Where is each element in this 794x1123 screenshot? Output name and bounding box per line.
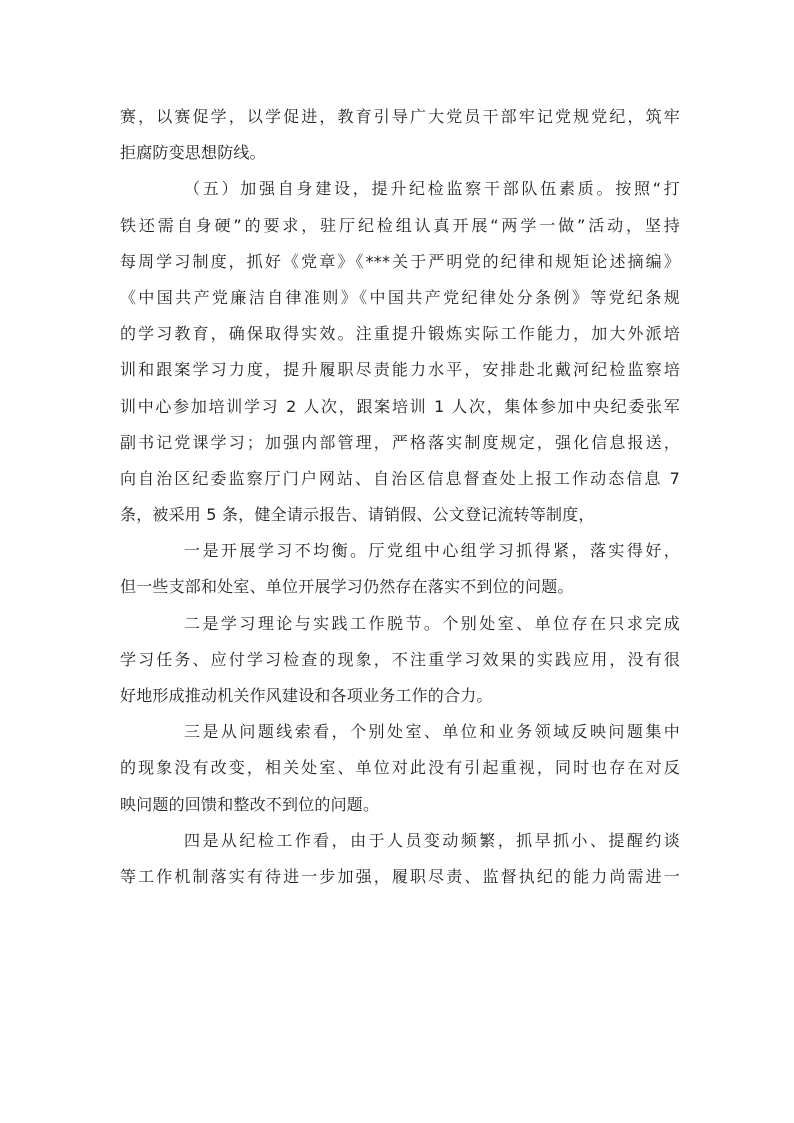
- document-body: [120, 99, 680, 895]
- text-line: 但一些支部和处室、单位开展学习仍然存在落实不到位的问题。: [120, 577, 574, 597]
- paragraph-problem-one: [120, 533, 680, 605]
- paragraph-self-construction: [120, 171, 680, 533]
- text-line: 训和跟案学习力度，提升履职尽责能力水平，安排赴北戴河纪检监察培: [120, 360, 680, 380]
- text-line: 《中国共产党廉洁自律准则》《中国共产党纪律处分条例》等党纪条规: [120, 287, 680, 307]
- text-line: 向自治区纪委监察厅门户网站、自治区信息督查处上报工作动态信息 7: [120, 468, 680, 488]
- text-line: 三是从问题线索看，个别处室、单位和业务领域反映问题集中: [184, 722, 680, 742]
- paragraph-problem-four: [120, 823, 680, 895]
- paragraph-problem-two: [120, 606, 680, 715]
- paragraph-problem-three: [120, 714, 680, 823]
- text-line: 好地形成推动机关作风建设和各项业务工作的合力。: [120, 686, 493, 705]
- text-line: 学习任务、应付学习检查的现象，不注重学习效果的实践应用，没有很: [120, 649, 680, 669]
- text-line: 拒腐防变思想防线。: [120, 143, 266, 163]
- text-line: 四是从纪检工作看，由于人员变动频繁，抓早抓小、提醒约谈: [184, 830, 680, 850]
- text-line: 二是学习理论与实践工作脱节。个别处室、单位存在只求完成: [184, 613, 680, 633]
- text-line: 条，被采用 5 条，健全请示报告、请销假、公文登记流转等制度，: [120, 505, 595, 525]
- text-line: （五）加强自身建设，提升纪检监察干部队伍素质。按照“打: [184, 179, 680, 199]
- text-line: 一是开展学习不均衡。厅党组中心组学习抓得紧，落实得好，: [184, 541, 680, 561]
- text-line: 每周学习制度，抓好《党章》《***关于严明党的纪律和规矩论述摘编》: [120, 251, 680, 271]
- text-line: 的现象没有改变，相关处室、单位对此没有引起重视，同时也存在对反: [120, 758, 680, 778]
- text-line: 赛，以赛促学，以学促进，教育引导广大党员干部牢记党规党纪，筑牢: [120, 107, 680, 126]
- text-line: 训中心参加培训学习 2 人次，跟案培训 1 人次，集体参加中央纪委张军: [120, 396, 680, 416]
- text-line: 铁还需自身硬”的要求，驻厅纪检组认真开展“两学一做”活动，坚持: [120, 215, 680, 235]
- text-line: 映问题的回馈和整改不到位的问题。: [120, 794, 380, 814]
- text-line: 的学习教育，确保取得实效。注重提升锻炼实际工作能力，加大外派培: [120, 324, 680, 344]
- paragraph-continuation: [120, 99, 680, 171]
- text-line: 副书记党课学习；加强内部管理，严格落实制度规定，强化信息报送，: [120, 432, 680, 452]
- text-line: 等工作机制落实有待进一步加强，履职尽责、监督执纪的能力尚需进一: [120, 866, 680, 886]
